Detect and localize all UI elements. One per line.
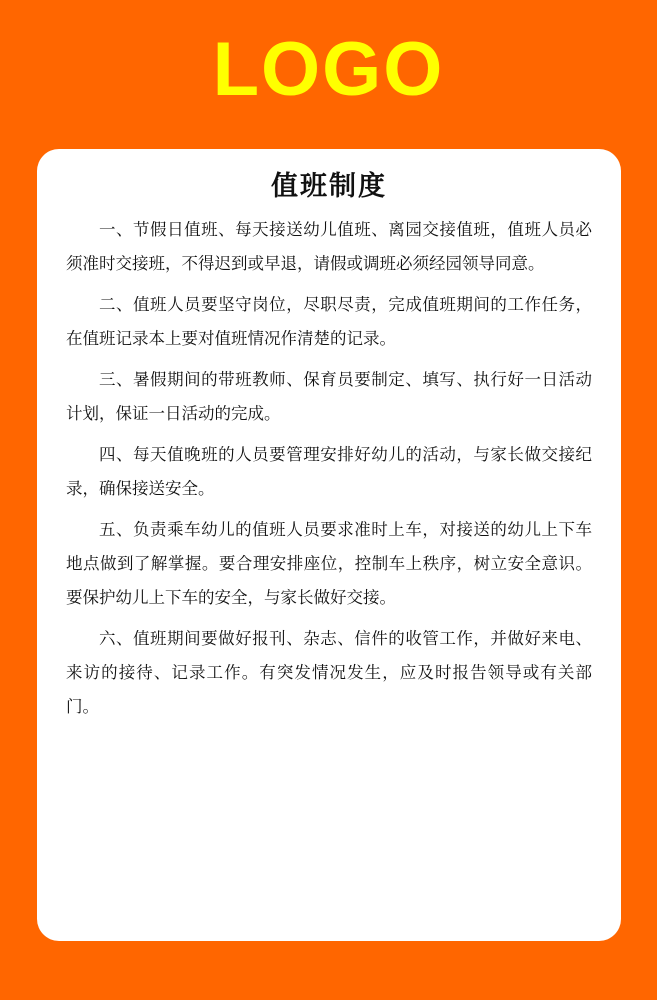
content-card [37, 149, 621, 941]
rule-paragraph-1: 一、节假日值班、每天接送幼儿值班、离园交接值班，值班人员必须准时交接班，不得迟到或早退，请假或调班必须经园领导同意。 [66, 220, 592, 273]
logo-text: LOGO [212, 27, 445, 112]
page-title: 值班制度 [271, 171, 387, 202]
rule-paragraph-4: 四、每天值晚班的人员要管理安排好幼儿的活动，与家长做交接纪录，确保接送安全。 [66, 445, 592, 498]
rule-paragraph-5: 五、负责乘车幼儿的值班人员要求准时上车，对接送的幼儿上下车地点做到了解掌握。要合理安排座位，控制车上秩序，树立安全意识。要保护幼儿上下车的安全，与家长做好交接。 [66, 520, 592, 607]
rule-paragraph-6: 六、值班期间要做好报刊、杂志、信件的收管工作，并做好来电、来访的接待、记录工作。有突发情况发生，应及时报告领导或有关部门。 [66, 629, 592, 716]
rule-paragraph-2: 二、值班人员要坚守岗位，尽职尽责，完成值班期间的工作任务，在值班记录本上要对值班情况作清楚的记录。 [66, 295, 592, 348]
rules-body [66, 213, 592, 731]
rule-paragraph-3: 三、暑假期间的带班教师、保育员要制定、填写、执行好一日活动计划，保证一日活动的完成。 [66, 370, 592, 423]
